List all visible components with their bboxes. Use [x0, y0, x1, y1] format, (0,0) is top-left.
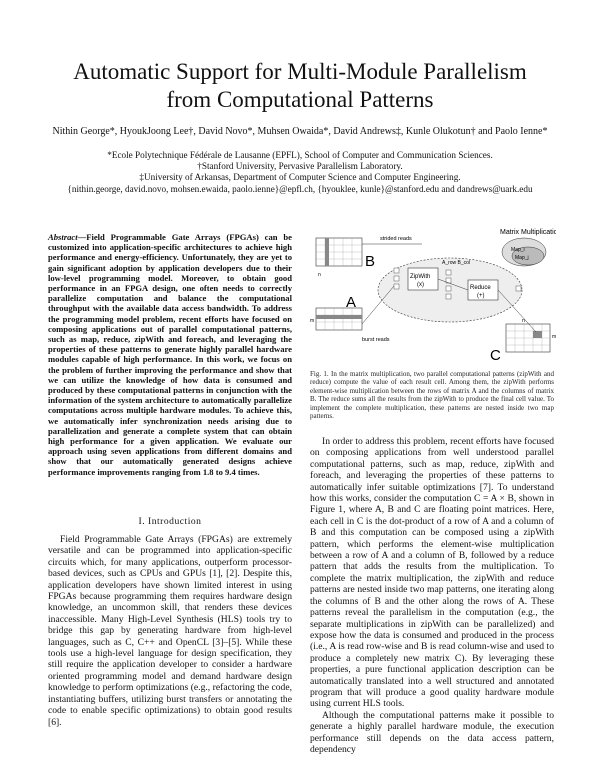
label-a: A [346, 294, 357, 311]
a-row-b-col-label: A_row B_col [442, 260, 471, 266]
dim-m-c: m [552, 334, 556, 340]
abstract-text: —Field Programmable Gate Arrays (FPGAs) can be customized into application-specific architectures to achieve high performance and energy-efficiency. Unfortunately, they are yet to gain significant adoption by application developers due to their low-level programming model. Moreover, to obtain good performance in an FPGA design, one often needs to correctly parallelize computation and balance the computational throughput with the available data access bandwidth. To address the programming model problem, recent efforts have focused on composing applications out of parallel computational patterns, such as map, reduce, zipWith and foreach, and leveraging the properties of these patterns to generate highly parallel hardware modules capable of high performance. In this work, we focus on the problem of further improving the performance and show that we can utilize the knowledge of how data is consumed and produced by these computational patterns in conjunction with the information of the system architecture to automatically parallelize computations across multiple hardware modules. To achieve this, we automatically infer synchronization needs arising due to parallelization and generate a complete system that can obtain high performance for a given application. We evaluate our approach using seven applications from different domains and show that our automatically generated designs achieve performance improvements ranging from 1.8 to 9.4 times. [48, 232, 292, 477]
abstract-label: Abstract [48, 232, 78, 242]
affiliation-stanford: †Stanford University, Pervasive Parallelism Laboratory. [197, 161, 403, 172]
dim-n-b: n [318, 272, 321, 278]
title-line-2: from Computational Patterns [166, 87, 434, 112]
matrix-b-column [325, 238, 329, 266]
reduce-op: (+) [477, 293, 485, 299]
figure-caption: Fig. 1. In the matrix multiplication, two parallel computational patterns (zipWith and reduce) compute the value of each result cell. Among them, the zipWith performs element-wise multiplication between the rows of matrix A and the columns of matrix B. The reduce sums all the results from the zipWith to produce the final cell value. To implement the complete multiplication, these patterns are nested inside two map patterns. [310, 370, 554, 421]
abstract [48, 232, 292, 477]
figure-diagram [310, 224, 556, 362]
author-list: Nithin George*, HyoukJoong Lee†, David Novo*, Muhsen Owaida*, David Andrews‡, Kunle Olukotun† and Paolo Ienne* [52, 126, 548, 137]
zipwith-op: (x) [417, 282, 424, 288]
label-b: B [365, 253, 376, 270]
affiliation-epfl: *Ecole Polytechnique Fédérale de Lausanne (EPFL), School of Computer and Communication Sciences. [107, 150, 493, 160]
author-emails: {nithin.george, david.novo, mohsen.ewaida, paolo.ienne}@epfl.ch, {hyouklee, kunle}@stanford.edu and dandrews@uark.edu [67, 183, 533, 194]
map-i-label: Map_i [511, 247, 525, 253]
dim-n-c: n [522, 318, 525, 324]
right-column-text [310, 436, 554, 755]
right-paragraph-1: In order to address this problem, recent efforts have focused on composing applications from well understood parallel computational patterns, such as map, reduce, zipWith and foreach, and leveraging the properties of these patterns to automatically infer suitable optimizations [7]. To understand how this works, consider the computation C = A × B, shown in Figure 1, where A, B and C are floating point matrices. Here, each cell in C is the dot-product of a row of A and a column of B and this computation can be composed using a zipWith pattern, which performs the element-wise multiplication between a row of A and a column of B, followed by a reduce pattern that adds the results from the multiplication. To complete the matrix multiplication, the zipWith and reduce patterns are nested inside two map patterns, one iterating along the columns of B and the other along the rows of A. These patterns reveal the parallelism in the computation (e.g., the separate multiplications in zipWith can be parallelized) and expose how the data is consumed and produced in the process (i.e., A is read row-wise and B is read column-wise and used to produce a completely new matrix C). By leveraging these properties, a pure functional application description can be automatically translated into a well structured and annotated program that will produce a good quality hardware module using current HLS tools. [310, 436, 554, 710]
map-j-label: Map_j [515, 255, 529, 261]
matrix-c-cell [533, 331, 542, 338]
label-c: C [490, 347, 501, 362]
title-line-1: Automatic Support for Multi-Module Parallelism [73, 59, 527, 84]
matrix-a-row [316, 315, 362, 319]
affiliations [30, 150, 570, 195]
burst-reads-label: burst reads [362, 337, 390, 343]
figure-matrix-multiplication [310, 224, 556, 362]
introduction-column [48, 534, 292, 728]
matrix-c-grid [506, 324, 550, 352]
section-heading-introduction: I. Introduction [138, 516, 202, 527]
dim-m-a: m [310, 318, 315, 324]
matrix-b-grid [316, 238, 362, 266]
zipwith-label: ZipWith [410, 274, 431, 280]
reduce-label: Reduce [470, 285, 491, 291]
intro-paragraph-1: Field Programmable Gate Arrays (FPGAs) are extremely versatile and can be programmed into application-specific circuits which, for many applications, outperform processor-based devices, such as CPUs and GPUs [1], [2]. Despite this, application developers have shown limited interest in using FPGAs because programming them requires hardware design knowledge, an uncommon skill, that renders these devices inaccessible. Many High-Level Synthesis (HLS) tools try to bridge this gap by generating hardware from high-level languages, such as C, C++ and OpenCL [3]–[5]. While these tools use a high-level language for design specification, they still require the application developer to consider a hardware oriented programming model and demand hardware design knowledge to perform optimizations (e.g., refactoring the code, instantiating buffers, utilizing burst transfers or annotating the code to enable specific optimizations) to obtain good results [6]. [48, 534, 292, 728]
right-paragraph-2: Although the computational patterns make it possible to generate a highly parallel hardware module, the execution performance still depends on the data access pattern, dependency [310, 709, 554, 755]
strided-reads-label: strided reads [380, 236, 412, 242]
paper-title [40, 58, 560, 114]
affiliation-arkansas: ‡University of Arkansas, Department of Computer Science and Computer Engineering. [139, 172, 461, 183]
figure-title: Matrix Multiplication [500, 229, 556, 236]
